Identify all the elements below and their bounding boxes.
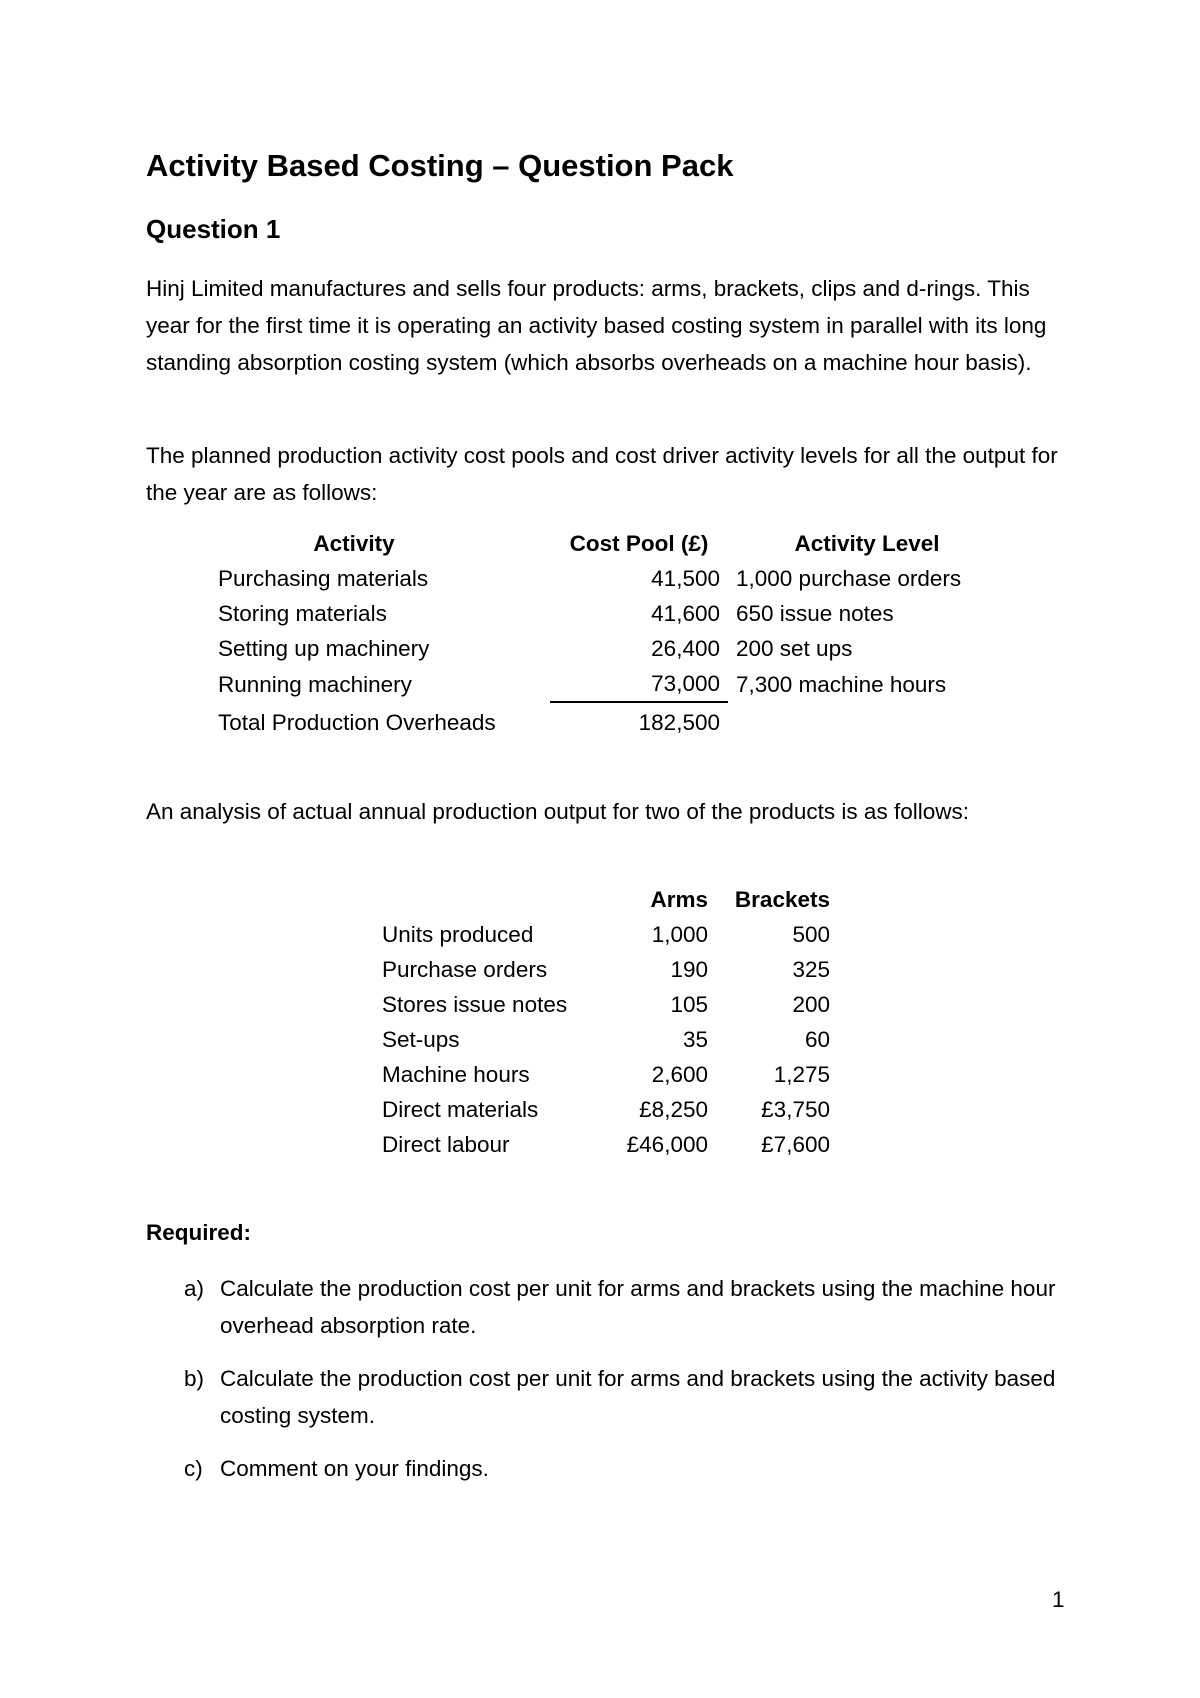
metric-cell: Stores issue notes <box>382 992 568 1017</box>
table-row <box>218 561 1006 596</box>
total-row <box>218 702 1006 743</box>
list-item-text: Calculate the production cost per unit for arms and brackets using the activity based costing system. <box>220 1366 1056 1428</box>
table-row <box>382 1057 830 1092</box>
metric-cell: Machine hours <box>382 1062 530 1087</box>
cost-cell: 41,600 <box>651 601 720 626</box>
output-table <box>382 882 830 1162</box>
page-title: Activity Based Costing – Question Pack <box>146 148 734 183</box>
page-number: 1 <box>1052 1587 1065 1612</box>
header-brackets: Brackets <box>734 887 830 912</box>
table-row <box>382 1022 830 1057</box>
question-heading: Question 1 <box>146 214 281 244</box>
cost-cell: 73,000 <box>550 666 728 702</box>
level-cell: 1,000 purchase orders <box>736 566 962 591</box>
cost-pool-table <box>218 526 1006 743</box>
table-row <box>382 917 830 952</box>
level-cell: 650 issue notes <box>736 601 894 626</box>
list-item-text: Comment on your findings. <box>220 1456 489 1481</box>
brackets-cell: £7,600 <box>761 1132 830 1157</box>
cost-pool-header-row <box>218 526 1006 561</box>
brackets-cell: 200 <box>792 992 830 1017</box>
cost-cell: 41,500 <box>651 566 720 591</box>
arms-cell: 35 <box>682 1027 708 1052</box>
analysis-paragraph: An analysis of actual annual production output for two of the products is as follows: <box>146 799 969 824</box>
output-header-row <box>382 882 830 917</box>
activity-cell: Purchasing materials <box>218 566 429 591</box>
table-row <box>218 596 1006 631</box>
activity-cell: Storing materials <box>218 601 387 626</box>
required-heading: Required: <box>146 1220 252 1245</box>
table-row <box>218 666 1006 702</box>
arms-cell: 105 <box>670 992 708 1017</box>
table-row <box>382 987 830 1022</box>
activity-cell: Running machinery <box>218 671 412 697</box>
total-value: 182,500 <box>638 710 720 735</box>
list-item-label: a) <box>184 1276 205 1301</box>
header-activity: Activity <box>313 531 395 556</box>
arms-cell: 1,000 <box>651 922 708 947</box>
metric-cell: Units produced <box>382 922 534 947</box>
metric-cell: Direct materials <box>382 1097 539 1122</box>
intro-paragraph: Hinj Limited manufactures and sells four products: arms, brackets, clips and d-rings. This year for the first time it is operating an activity based costing system in parallel with its long standing absorption costing system (which absorbs overheads on a machine hour basis). <box>146 276 1047 375</box>
brackets-cell: 325 <box>792 957 830 982</box>
cost-cell: 26,400 <box>651 636 720 661</box>
table-row <box>382 952 830 987</box>
activity-cell: Setting up machinery <box>218 636 430 661</box>
list-item-text: Calculate the production cost per unit for arms and brackets using the machine hour overhead absorption rate. <box>220 1276 1056 1338</box>
table-row <box>382 1092 830 1127</box>
table-row <box>382 1127 830 1162</box>
metric-cell: Set-ups <box>382 1027 460 1052</box>
brackets-cell: 1,275 <box>773 1062 830 1087</box>
level-cell: 200 set ups <box>736 636 853 661</box>
header-cost-pool: Cost Pool (£) <box>569 531 709 556</box>
planned-paragraph: The planned production activity cost pools and cost driver activity levels for all the output for the year are as follows: <box>146 443 1058 505</box>
list-item-label: b) <box>184 1366 205 1391</box>
level-cell: 7,300 machine hours <box>736 671 947 697</box>
arms-cell: £8,250 <box>639 1097 708 1122</box>
header-arms: Arms <box>650 887 708 912</box>
arms-cell: 190 <box>670 957 708 982</box>
arms-cell: £46,000 <box>626 1132 708 1157</box>
brackets-cell: 500 <box>792 922 830 947</box>
list-item-label: c) <box>184 1456 203 1481</box>
total-label: Total Production Overheads <box>218 709 496 735</box>
brackets-cell: 60 <box>804 1027 830 1052</box>
brackets-cell: £3,750 <box>761 1097 830 1122</box>
table-row <box>218 631 1006 666</box>
header-activity-level: Activity Level <box>794 531 940 556</box>
arms-cell: 2,600 <box>651 1062 708 1087</box>
metric-cell: Purchase orders <box>382 957 548 982</box>
metric-cell: Direct labour <box>382 1132 510 1157</box>
